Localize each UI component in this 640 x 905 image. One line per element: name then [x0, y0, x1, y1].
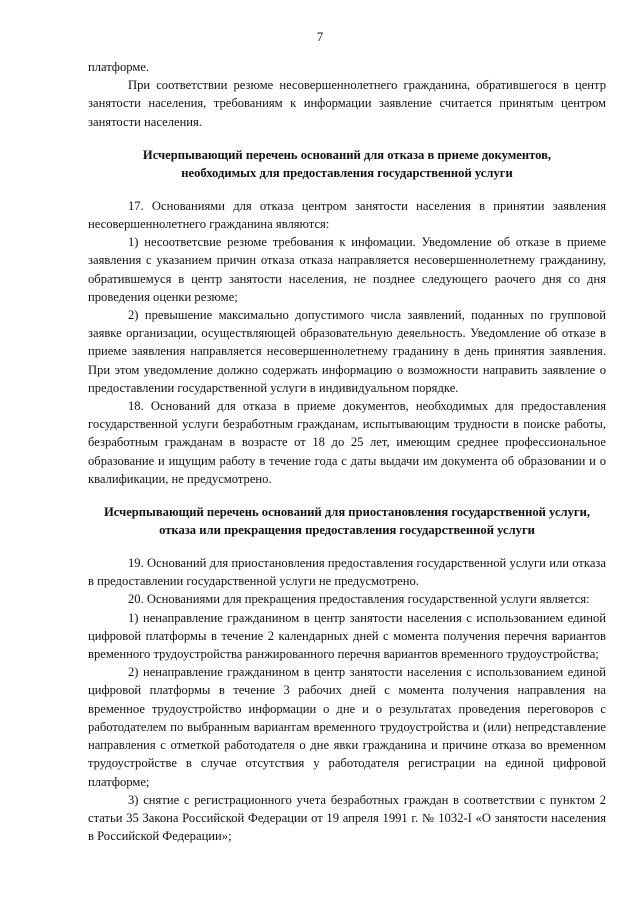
heading-line: отказа или прекращения предоставления государственной услуги — [159, 523, 535, 538]
heading-line: Исчерпывающий перечень оснований для отказа в приеме документов, — [142, 147, 552, 162]
paragraph-17: 17. Основаниями для отказа центром занятости населения в принятии заявления несовершеннолетнего гражданина являются: — [88, 198, 606, 232]
paragraph-18: 18. Оснований для отказа в приеме документов, необходимых для предоставления государственной услуги безработным гражданам, испытывающим трудности в поиске работы, безработным гражданам в возрасте от 18 до 25 лет, имеющим среднее профессиональное образование и ищущим работу в течение года с даты выдачи им документа об образовании и о квалификации, не предусмотрено. — [88, 399, 606, 486]
heading-line: необходимых для предоставления государственной услуги — [181, 165, 513, 180]
paragraph-20: 20. Основаниями для прекращения предоставления государственной услуги является: — [128, 592, 590, 607]
paragraph-17-1: 1) несоответсвие резюме требования к инфомации. Уведомление об отказе в приеме заявления с указанием причин отказа отказа направляется несовершеннолетнему гражданину, обратившемуся в центр занятости населения, не позднее следующего раочего дня со дня проведения оценки резюме; — [88, 235, 606, 304]
paragraph-19: 19. Оснований для приостановления предоставления государственной услуги или отказа в предоставлении государственной услуги не предусмотрено. — [88, 556, 606, 589]
paragraph-20-1: 1) ненаправление гражданином в центр занятости населения с использованием единой цифровой платформы в течение 2 календарных дней с момента получения перечня вариантов временного трудоустройства ранжированного перечня вариантов временного трудоустройства; — [88, 610, 606, 662]
paragraph-continuation: платформе. — [88, 60, 150, 74]
paragraph-acceptance: При соответствии резюме несовершеннолетнего гражданина, обратившегося в центр занятости населения, требованиям к информации заявление считается принятым центром занятости населения. — [88, 78, 606, 129]
section-heading-refusal — [88, 146, 606, 182]
section-heading-suspension — [88, 503, 606, 539]
paragraph-20-2: 2) ненаправление гражданином в центр занятости населения с использованием единой цифровой платформы в течение 3 рабочих дней с момента получения направления на временное трудоустройство информации о дне и о результатах проведения переговоров с работодателем по выбранным вариантам временного трудоустройства и (или) непредставление направления с отметкой работодателя о дне явки гражданина и причине отказа во временном трудоустройстве в случае отсутствия у работодателя регистрации на единой цифровой платформе; — [88, 665, 606, 789]
paragraph-17-2: 2) превышение максимально допустимого числа заявлений, поданных по групповой заявке организации, осуществляющей образовательную деяельность. Уведомление об отказе в приеме заявления направляется несовершеннолетнему граданину в день принятия заявления. При этом уведомление должно содержать информацию о возможности направить заявление о предоставлении государственной услуги в индивидуальном порядке. — [88, 308, 606, 395]
page-number: 7 — [316, 30, 324, 44]
heading-line: Исчерпывающий перечень оснований для приостановления государственной услуги, — [103, 505, 591, 520]
document-body — [88, 58, 606, 845]
paragraph-20-3: 3) снятие с регистрационного учета безработных граждан в соответствии с пунктом 2 статьи 35 Закона Российской Федерации от 19 апреля 1991 г. № 1032-I «О занятости населения в Российской Федерации»; — [88, 792, 606, 844]
